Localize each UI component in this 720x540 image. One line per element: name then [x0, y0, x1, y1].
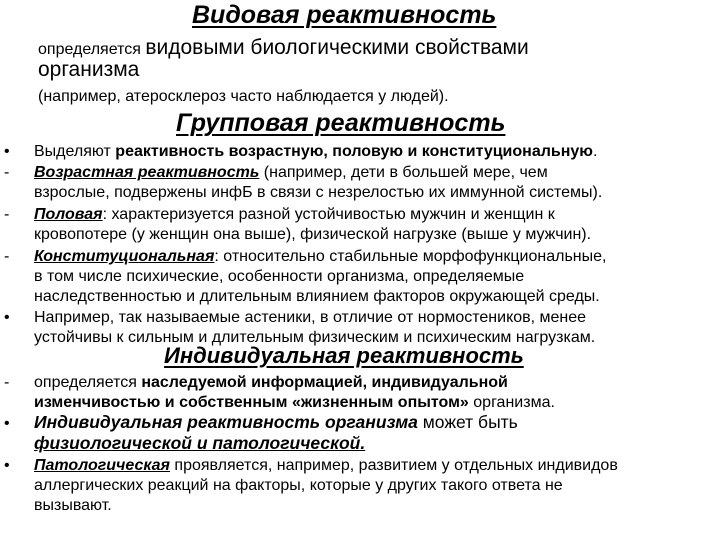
- group-intro-bold: реактивность возрастную, половую и конституциональную: [115, 143, 593, 160]
- pathological-line1: проявляется, например, развитием у отдельных индивидов: [169, 457, 618, 474]
- pathological-line3: вызывают.: [34, 497, 112, 514]
- heading-individual-reactivity: Индивидуальная реактивность: [164, 343, 524, 368]
- intro-prefix: определяется: [38, 41, 141, 58]
- constitutional-reactivity-paragraph: [34, 247, 606, 307]
- constitutional-colon: :: [214, 248, 219, 265]
- constitutional-reactivity-term: Конституциональная: [34, 248, 215, 265]
- individual-types-bold: Индивидуальная реактивность организма: [34, 412, 418, 432]
- pathological-term: Патологическая: [34, 457, 170, 474]
- sex-reactivity-line2: кровопотере (у женщин она выше), физической нагрузке (выше у мужчин).: [34, 226, 592, 243]
- age-reactivity-line1: (например, дети в большей мере, чем: [259, 164, 548, 181]
- sex-reactivity-paragraph: [34, 205, 591, 245]
- individual-types-rest: может быть: [417, 412, 518, 432]
- pathological-paragraph: [34, 456, 618, 516]
- asthenic-line2: устойчивы к сильным и длительным физическим и психическим нагрузкам.: [34, 329, 596, 346]
- dash-marker: -: [4, 374, 10, 391]
- intro-example: (например, атеросклероз часто наблюдается у людей).: [38, 88, 449, 105]
- dash-marker: -: [4, 248, 10, 265]
- intro-line-1: [38, 37, 529, 60]
- individual-definition-paragraph: [34, 373, 555, 413]
- heading-species-reactivity: Видовая реактивность: [192, 1, 497, 29]
- individual-def-bold2: изменчивостью и собственным «жизненным опытом»: [34, 394, 469, 411]
- individual-types-line2: физиологической и патологической.: [34, 433, 366, 453]
- individual-def-rest: организма.: [468, 394, 555, 411]
- sex-reactivity-line1: характеризуется разной устойчивостью мужчин и женщин к: [107, 206, 555, 223]
- group-intro-prefix: Выделяют: [34, 143, 116, 160]
- bullet-marker: •: [4, 457, 10, 474]
- group-intro-paragraph: [34, 142, 597, 162]
- constitutional-line3: наследственностью и длительным влиянием факторов окружающей среды.: [34, 288, 600, 305]
- asthenic-line1: Например, так называемые астеники, в отличие от нормостеников, менее: [34, 309, 587, 326]
- constitutional-line1: относительно стабильные морфофункциональные,: [218, 248, 607, 265]
- bullet-marker: •: [4, 415, 10, 432]
- individual-types-paragraph: [34, 412, 518, 454]
- age-reactivity-paragraph: [34, 163, 602, 203]
- pathological-line2: аллергических реакций на факторы, которые у других такого ответа не: [34, 477, 563, 494]
- dash-marker: -: [4, 206, 10, 223]
- intro-line-2: организма: [38, 58, 140, 81]
- bullet-marker: •: [4, 309, 10, 326]
- bullet-marker: •: [4, 143, 10, 160]
- sex-reactivity-colon: :: [102, 206, 108, 223]
- sex-reactivity-term: Половая: [34, 206, 103, 223]
- heading-group-reactivity: Групповая реактивность: [176, 109, 506, 137]
- group-intro-suffix: .: [592, 143, 598, 160]
- age-reactivity-term: Возрастная реактивность: [34, 164, 260, 181]
- constitutional-line2: в том числе психические, особенности организма, определяемые: [34, 268, 525, 285]
- age-reactivity-line2: взрослые, подвержены инфБ в связи с незрелостью их иммунной системы).: [34, 184, 603, 201]
- intro-main-text: видовыми биологическими свойствами: [145, 36, 529, 59]
- individual-def-prefix: определяется: [34, 374, 142, 391]
- dash-marker: -: [4, 164, 10, 181]
- individual-def-bold1: наследуемой информацией, индивидуальной: [141, 374, 508, 391]
